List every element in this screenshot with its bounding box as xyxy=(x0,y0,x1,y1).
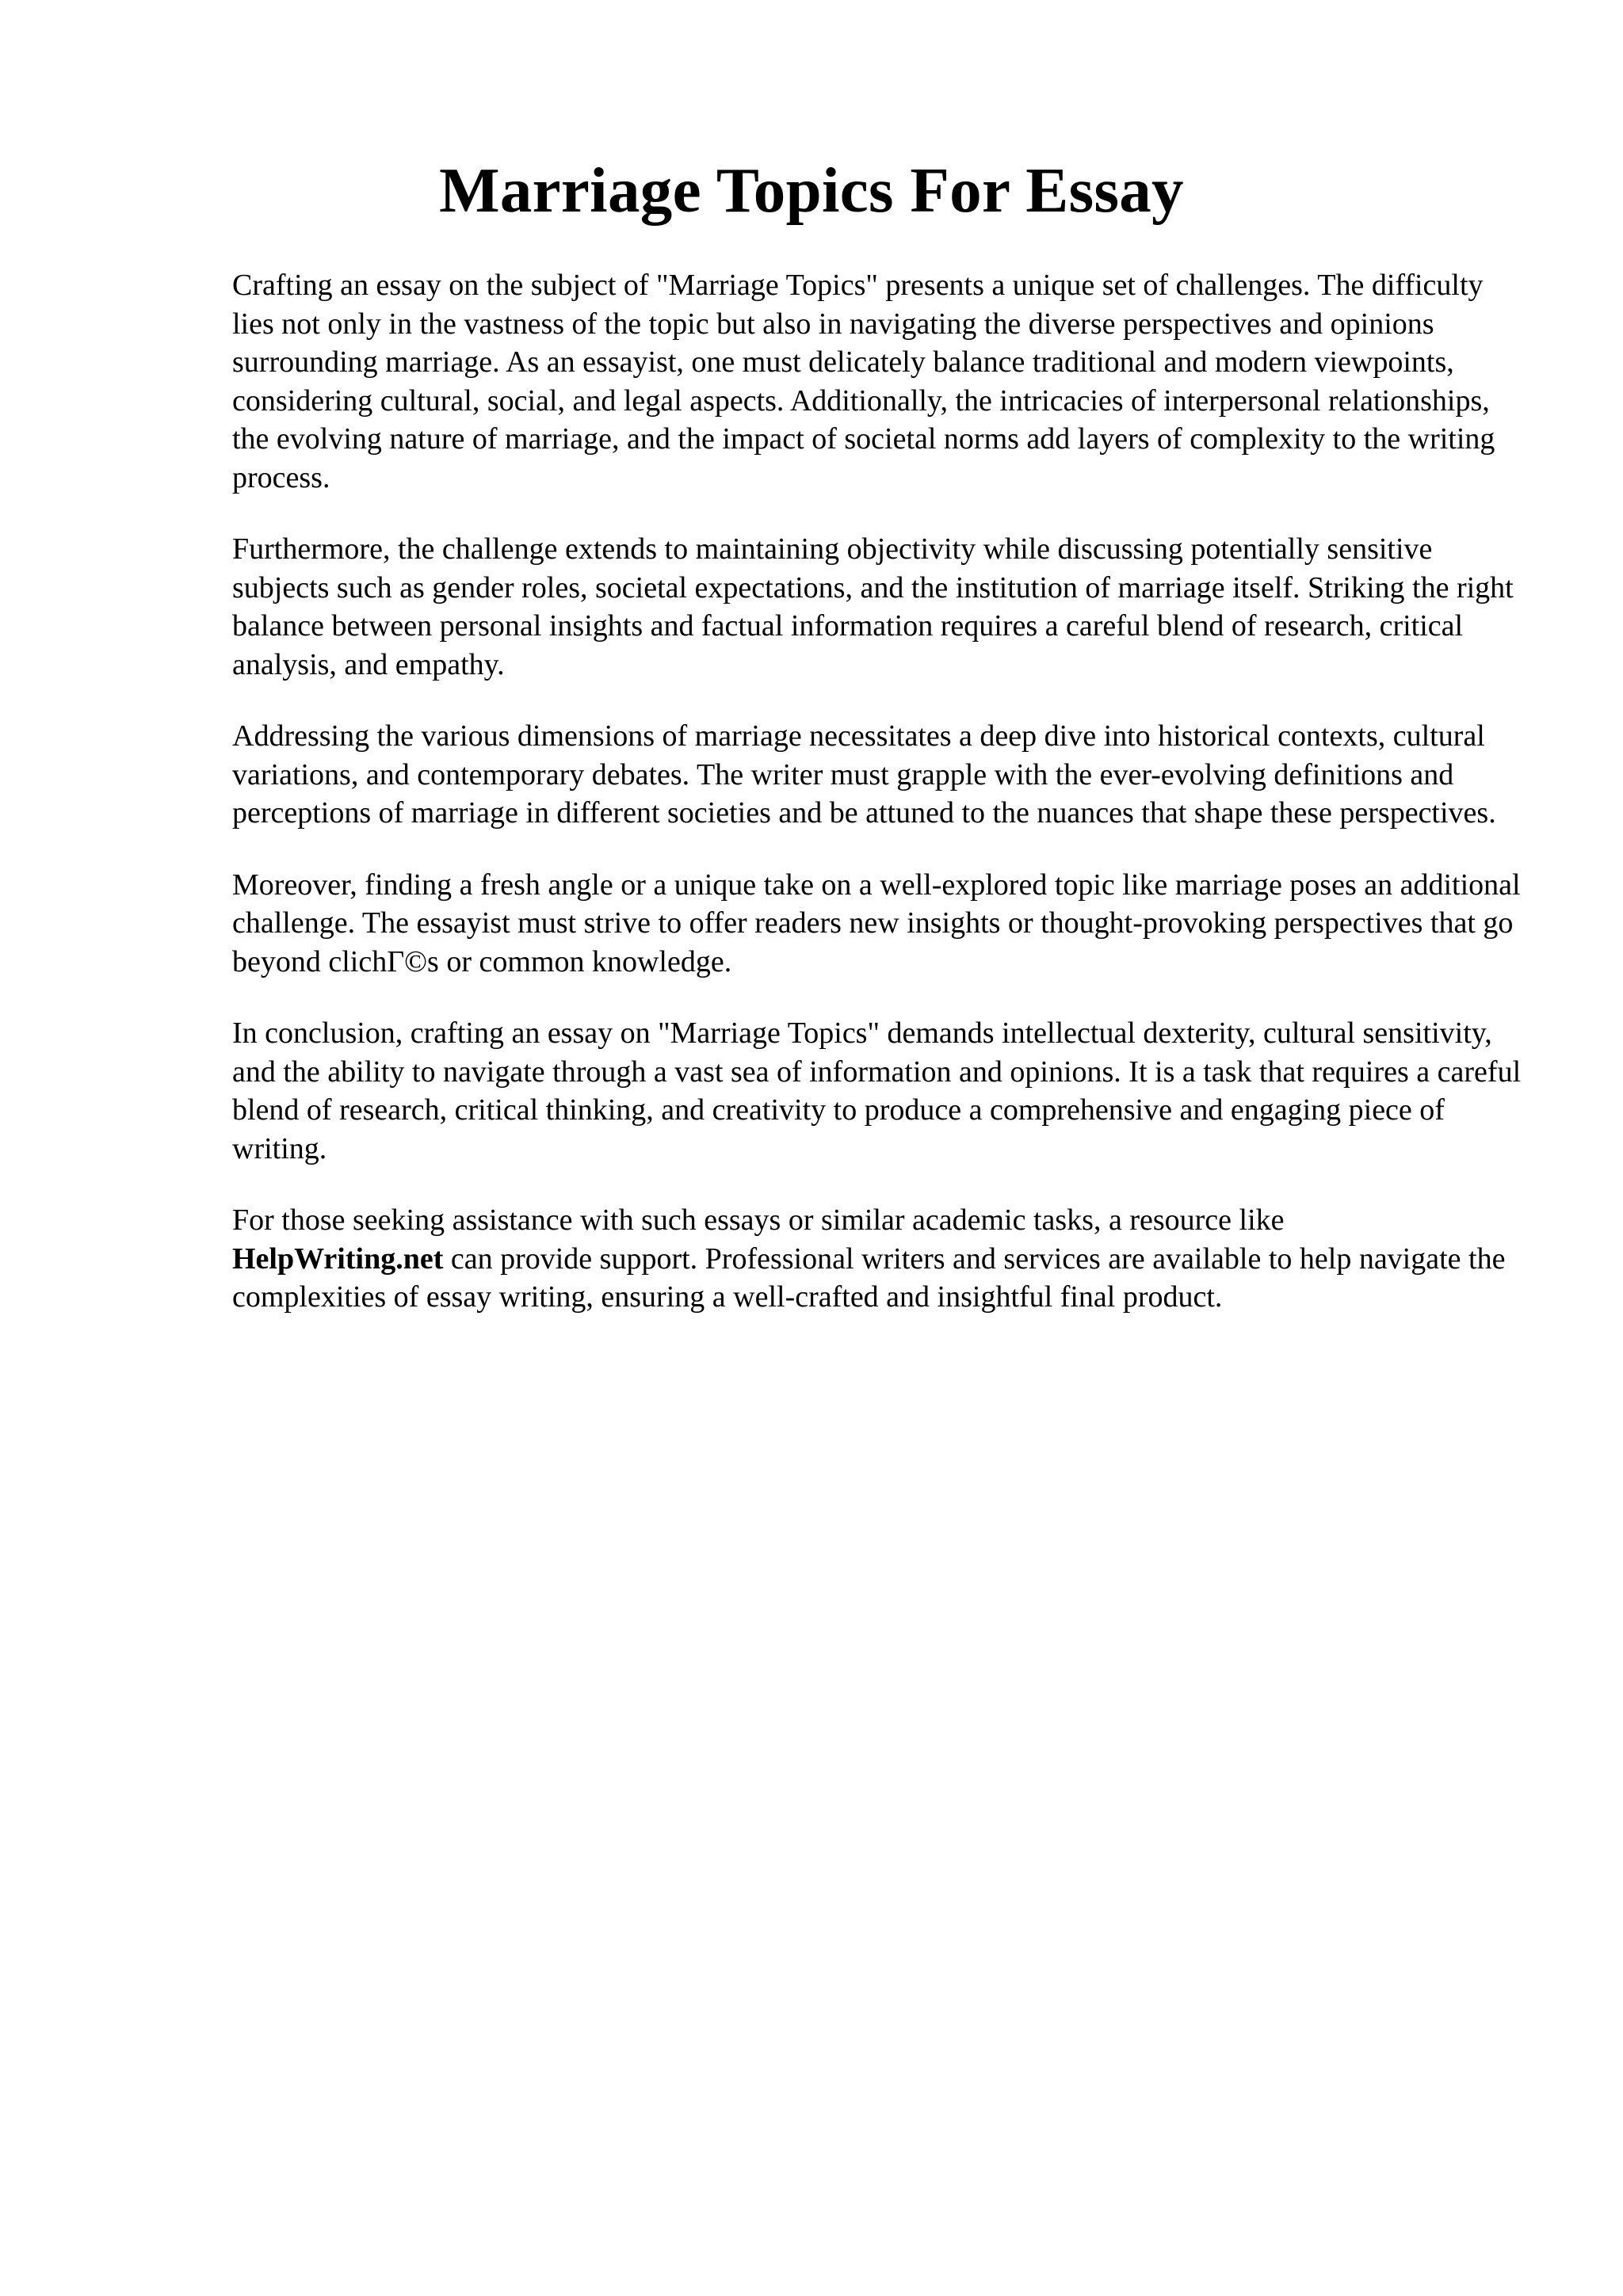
paragraph-fresh-angle: Moreover, finding a fresh angle or a unique take on a well-explored topic like marriage poses an additional challenge. The essayist must strive to offer readers new insights or thought-provoking perspectives that go beyond clichΓ©s or common knowledge. xyxy=(232,868,1521,978)
document-title: Marriage Topics For Essay xyxy=(439,154,1184,226)
brand-link[interactable]: HelpWriting.net xyxy=(232,1241,444,1276)
paragraph-closing xyxy=(232,1201,1532,1317)
paragraph-dimensions: Addressing the various dimensions of marriage necessitates a deep dive into historical contexts, cultural variations, and contemporary debates. The writer must grapple with the ever-evolving definitions and perceptions of marriage in different societies and be attuned to the nuances that shape these perspectives. xyxy=(232,719,1496,830)
closing-text-after: can provide support. Professional writers and services are available to help navigate the complexities of essay writing, ensuring a well-crafted and insightful final product. xyxy=(232,1241,1506,1314)
paragraph-intro: Crafting an essay on the subject of "Marriage Topics" presents a unique set of challenges. The difficulty lies not only in the vastness of the topic but also in navigating the diverse perspectives and opinions surrounding marriage. As an essayist, one must delicately balance traditional and modern viewpoints, considering cultural, social, and legal aspects. Additionally, the intricacies of interpersonal relationships, the evolving nature of marriage, and the impact of societal norms add layers of complexity to the writing process. xyxy=(232,269,1495,494)
paragraph-objectivity: Furthermore, the challenge extends to maintaining objectivity while discussing potentially sensitive subjects such as gender roles, societal expectations, and the institution of marriage itself. Striking the right balance between personal insights and factual information requires a careful blend of research, critical analysis, and empathy. xyxy=(232,532,1514,681)
document-body xyxy=(232,266,1532,1350)
closing-text-before: For those seeking assistance with such essays or similar academic tasks, a resource like xyxy=(232,1203,1285,1237)
paragraph-conclusion: In conclusion, crafting an essay on "Marriage Topics" demands intellectual dexterity, cultural sensitivity, and the ability to navigate through a vast sea of information and opinions. It is a task that requires a careful blend of research, critical thinking, and creativity to produce a comprehensive and engaging piece of writing. xyxy=(232,1016,1522,1165)
